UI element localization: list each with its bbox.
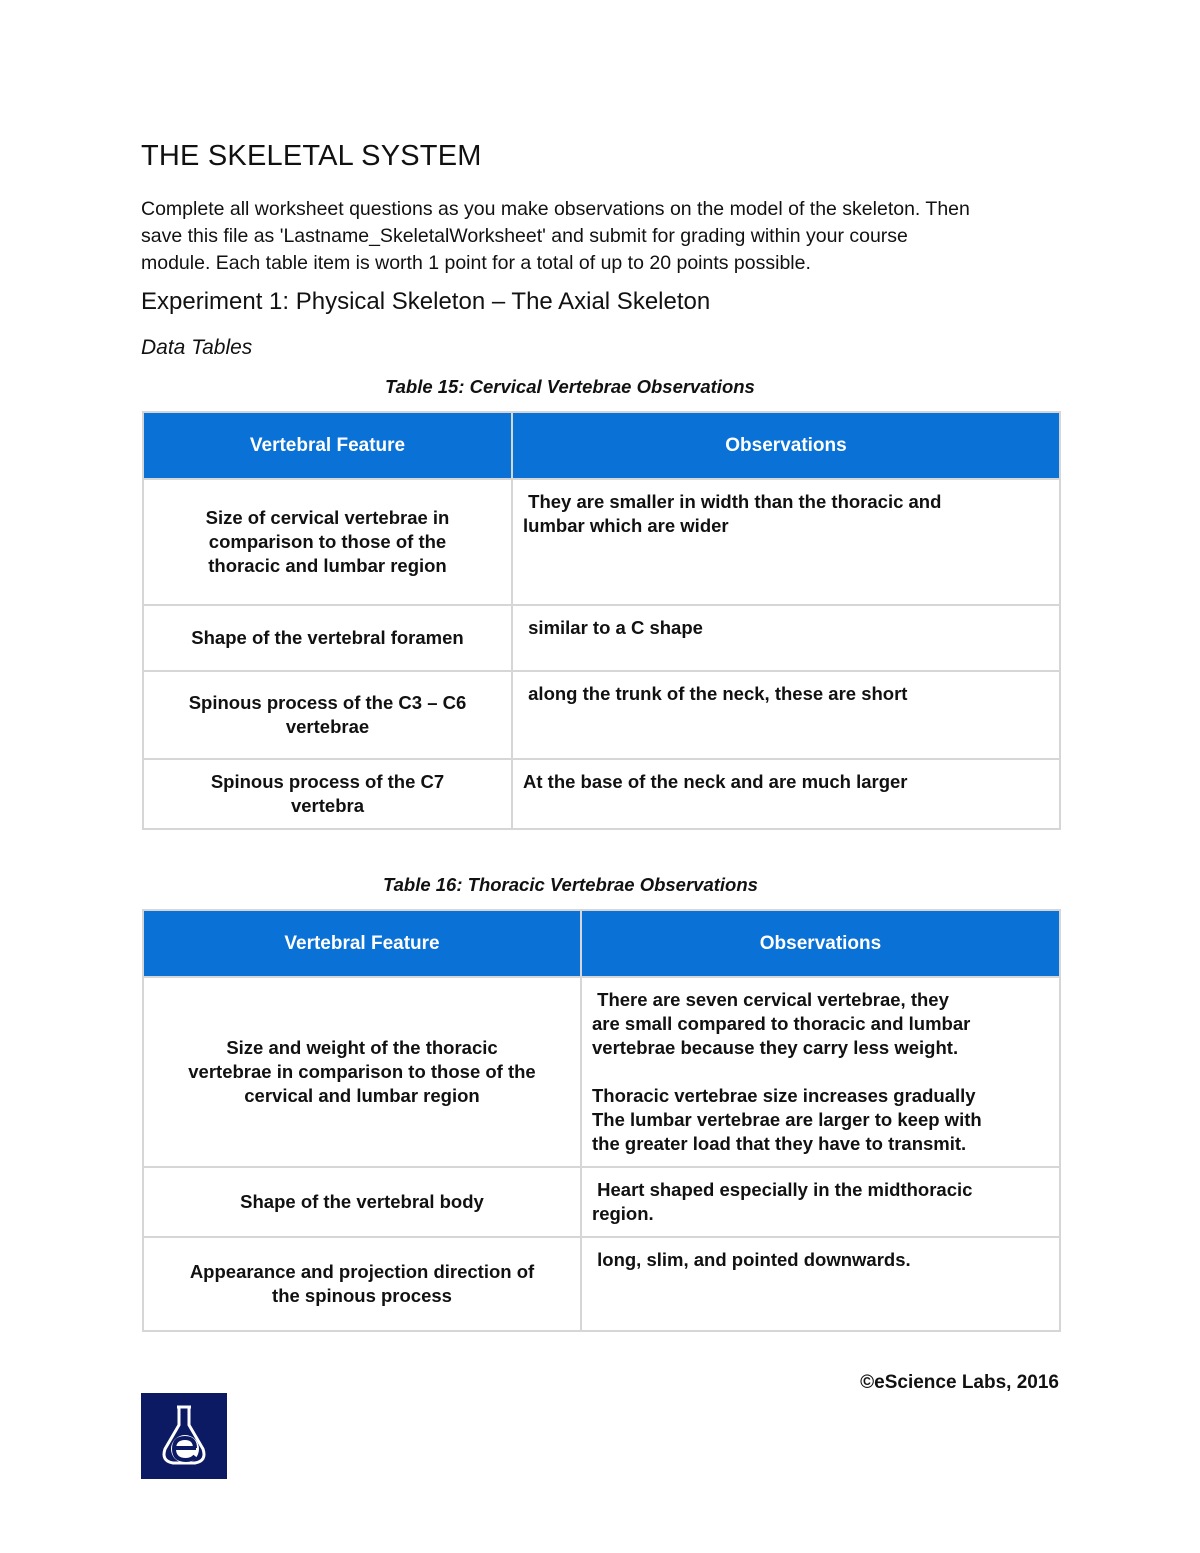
observation-cell[interactable]: long, slim, and pointed downwards.	[581, 1237, 1060, 1331]
flask-e-logo-icon	[141, 1393, 227, 1479]
observation-cell[interactable]: They are smaller in width than the thoracic and lumbar which are wider	[512, 479, 1060, 605]
escience-logo	[141, 1393, 227, 1479]
observation-cell[interactable]: similar to a C shape	[512, 605, 1060, 671]
observation-cell[interactable]: Heart shaped especially in the midthoracic region.	[581, 1167, 1060, 1237]
table-row	[143, 977, 1060, 1167]
table-row	[143, 1237, 1060, 1331]
column-header-feature: Vertebral Feature	[143, 910, 581, 977]
column-header-observations: Observations	[581, 910, 1060, 977]
observation-cell[interactable]: At the base of the neck and are much larger	[512, 759, 1060, 829]
table-row	[143, 1167, 1060, 1237]
feature-cell: Size of cervical vertebrae in comparison to those of the thoracic and lumbar region	[143, 479, 512, 605]
feature-cell: Spinous process of the C3 – C6 vertebrae	[143, 671, 512, 759]
column-header-observations: Observations	[512, 412, 1060, 479]
table-row	[143, 605, 1060, 671]
thoracic-vertebrae-table	[142, 909, 1061, 1332]
observation-cell[interactable]: There are seven cervical vertebrae, they are small compared to thoracic and lumbar vertebrae because they carry less weight. Thoracic vertebrae size increases gradually The lumbar vertebrae are larger to keep with the greater load that they have to transmit.	[581, 977, 1060, 1167]
table16-caption: Table 16: Thoracic Vertebrae Observations	[383, 874, 758, 895]
experiment-heading: Experiment 1: Physical Skeleton – The Axial Skeleton	[141, 288, 711, 315]
cervical-vertebrae-table	[142, 411, 1061, 830]
table-row	[143, 671, 1060, 759]
data-tables-heading: Data Tables	[141, 336, 253, 359]
feature-cell: Size and weight of the thoracic vertebrae in comparison to those of the cervical and lumbar region	[143, 977, 581, 1167]
page-title: THE SKELETAL SYSTEM	[141, 140, 482, 172]
feature-cell: Shape of the vertebral body	[143, 1167, 581, 1237]
intro-paragraph	[141, 196, 1071, 277]
intro-line: save this file as 'Lastname_SkeletalWorksheet' and submit for grading within your course	[141, 225, 908, 247]
copyright-notice: ©eScience Labs, 2016	[860, 1372, 1059, 1393]
table-header-row	[143, 910, 1060, 977]
feature-cell: Spinous process of the C7 vertebra	[143, 759, 512, 829]
intro-line: module. Each table item is worth 1 point for a total of up to 20 points possible.	[141, 252, 811, 274]
table-header-row	[143, 412, 1060, 479]
table-row	[143, 759, 1060, 829]
table-row	[143, 479, 1060, 605]
feature-cell: Appearance and projection direction of the spinous process	[143, 1237, 581, 1331]
column-header-feature: Vertebral Feature	[143, 412, 512, 479]
intro-line: Complete all worksheet questions as you make observations on the model of the skeleton. Then	[141, 198, 970, 220]
feature-cell: Shape of the vertebral foramen	[143, 605, 512, 671]
observation-cell[interactable]: along the trunk of the neck, these are short	[512, 671, 1060, 759]
table15-caption: Table 15: Cervical Vertebrae Observations	[385, 376, 755, 397]
